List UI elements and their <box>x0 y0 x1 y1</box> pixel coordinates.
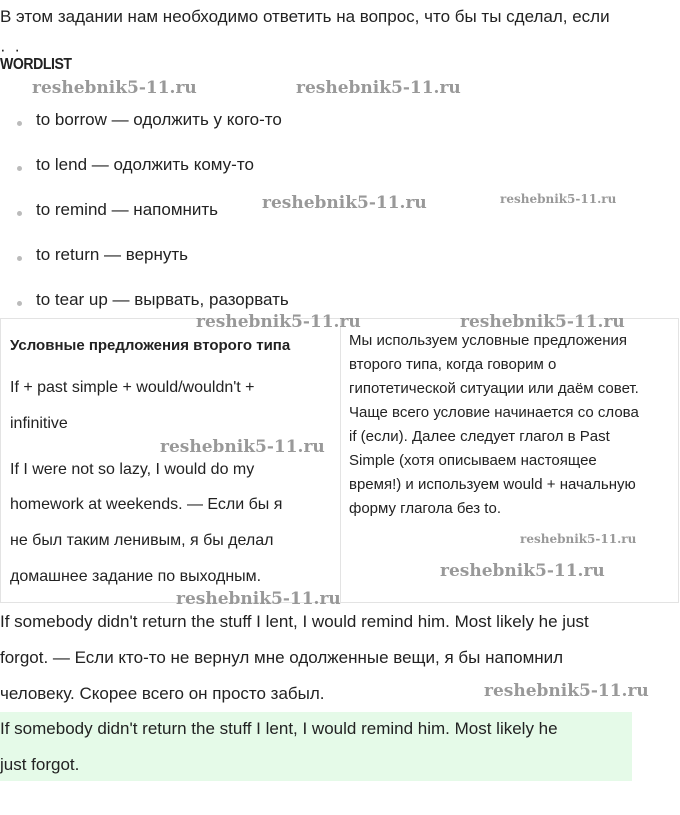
explanation-line: Чаще всего условие начинается со слова <box>349 404 639 421</box>
explanation-text <box>349 329 639 521</box>
example-line: homework at weekends. — Если бы я <box>10 496 283 513</box>
word-item: to remind — напомнить <box>36 200 219 219</box>
explanation-line: гипотетической ситуации или даём совет. <box>349 380 639 397</box>
watermark: reshebnik5-11.ru <box>176 589 341 609</box>
example-line: домашнее задание по выходным. <box>10 568 262 585</box>
explanation-line: форму глагола без to. <box>349 500 501 517</box>
explanation-line: if (если). Далее следует глагол в Past <box>349 428 610 445</box>
example-line: не был таким ленивым, я бы делал <box>10 532 274 549</box>
bullet-icon <box>17 166 22 171</box>
answer-line: человеку. Скорее всего он просто забыл. <box>0 684 325 703</box>
watermark: reshebnik5-11.ru <box>440 561 605 581</box>
watermark: reshebnik5-11.ru <box>500 192 617 206</box>
watermark: reshebnik5-11.ru <box>160 437 325 457</box>
wordlist-title: WORDLIST <box>0 56 72 73</box>
highlighted-answer <box>0 712 632 781</box>
intro-cut-line: · · <box>0 40 23 59</box>
bullet-icon <box>17 256 22 261</box>
watermark: reshebnik5-11.ru <box>484 681 649 701</box>
highlight-line: just forgot. <box>0 755 80 774</box>
table-title: Условные предложения второго типа <box>10 337 291 354</box>
explanation-line: Simple (хотя описываем настоящее <box>349 452 597 469</box>
explanation-line: второго типа, когда говорим о <box>349 356 557 373</box>
explanation-line: Мы используем условные предложения <box>349 332 628 349</box>
word-item: to return — вернуть <box>36 245 189 264</box>
word-item: to lend — одолжить кому-то <box>36 155 254 174</box>
formula-line: infinitive <box>10 415 68 432</box>
bullet-icon <box>17 301 22 306</box>
bullet-icon <box>17 121 22 126</box>
watermark: reshebnik5-11.ru <box>296 78 461 98</box>
highlight-line: If somebody didn't return the stuff I lent, I would remind him. Most likely he <box>0 719 558 738</box>
watermark: reshebnik5-11.ru <box>196 312 361 332</box>
intro-text: В этом задании нам необходимо ответить на вопрос, что бы ты сделал, если <box>0 7 610 26</box>
answer-line: If somebody didn't return the stuff I lent, I would remind him. Most likely he just <box>0 612 589 631</box>
formula-line: If + past simple + would/wouldn't + <box>10 379 255 396</box>
watermark: reshebnik5-11.ru <box>520 532 637 546</box>
watermark: reshebnik5-11.ru <box>460 312 625 332</box>
answer-line: forgot. — Если кто-то не вернул мне одолженные вещи, я бы напомнил <box>0 648 564 667</box>
word-item: to borrow — одолжить у кого-то <box>36 110 282 129</box>
explanation-line: время!) и используем would + начальную <box>349 476 636 493</box>
watermark: reshebnik5-11.ru <box>32 78 197 98</box>
word-item: to tear up — вырвать, разорвать <box>36 290 289 309</box>
watermark: reshebnik5-11.ru <box>262 193 427 213</box>
bullet-icon <box>17 211 22 216</box>
table-left-cell <box>1 319 341 602</box>
example-line: If I were not so lazy, I would do my <box>10 461 255 478</box>
